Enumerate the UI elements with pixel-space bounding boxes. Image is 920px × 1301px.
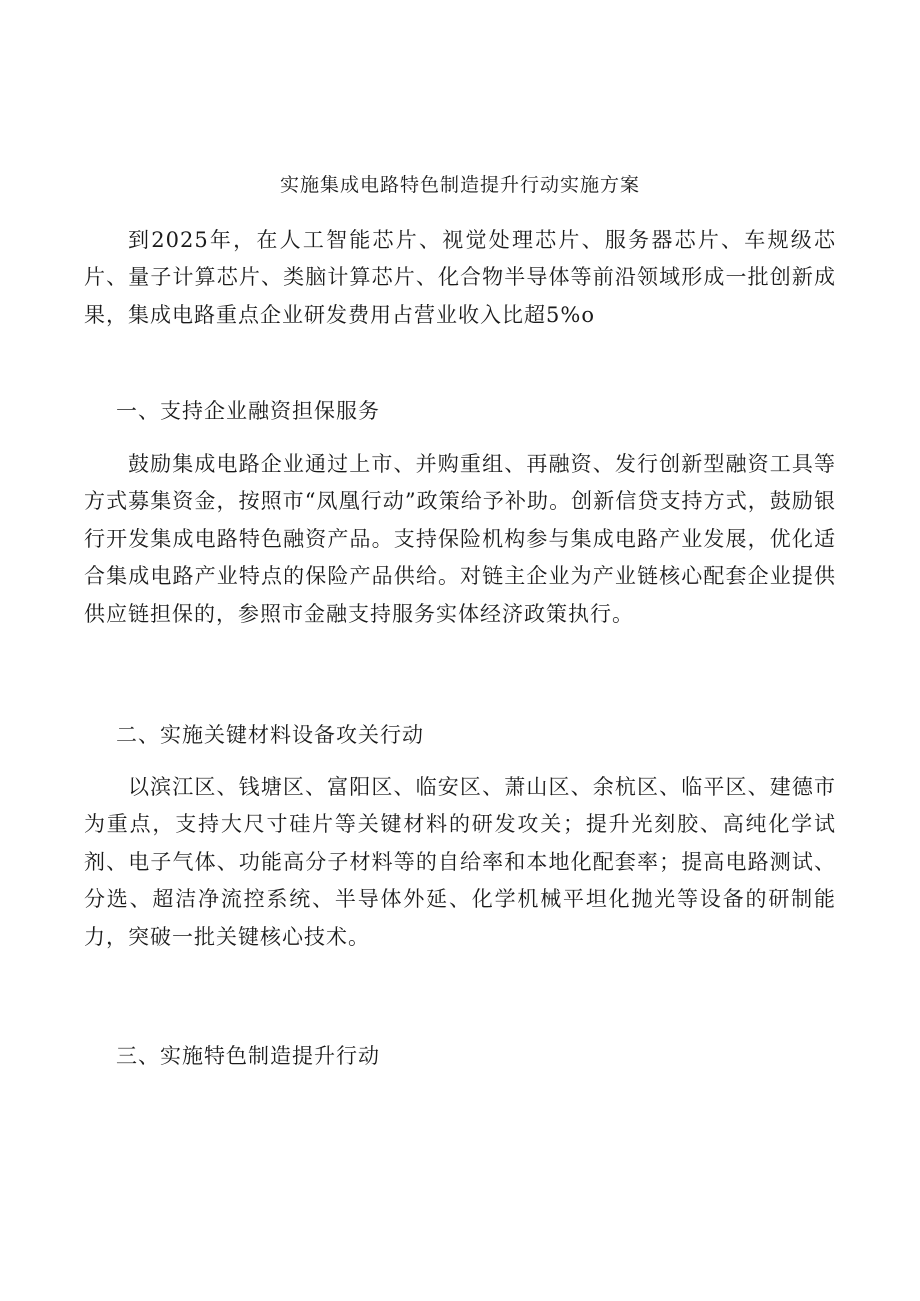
section-body-1: 鼓励集成电路企业通过上市、并购重组、再融资、发行创新型融资工具等方式募集资金，按照市“凤凰行动”政策给予补助。创新信贷支持方式，鼓励银行开发集成电路特色融资产品。支持保险机构参与集成电路产业发展，优化适合集成电路产业特点的保险产品供给。对链主企业为产业链核心配套企业提供供应链担保的，参照市金融支持服务实体经济政策执行。 (84, 452, 836, 626)
section-heading-3: 三、实施特色制造提升行动 (116, 1044, 380, 1068)
section-body-2: 以滨江区、钱塘区、富阳区、临安区、萧山区、余杭区、临平区、建德市为重点，支持大尺寸硅片等关键材料的研发攻关；提升光刻胶、高纯化学试剂、电子气体、功能高分子材料等的自给率和本地化配套率；提高电路测试、分选、超洁净流控系统、半导体外延、化学机械平坦化抛光等设备的研制能力，突破一批关键核心技术。 (84, 775, 836, 949)
intro-paragraph: 到2025年，在人工智能芯片、视觉处理芯片、服务器芯片、车规级芯片、量子计算芯片、类脑计算芯片、化合物半导体等前沿领域形成一批创新成果，集成电路重点企业研发费用占营业收入比超5%o (84, 228, 836, 327)
section-heading-2: 二、实施关键材料设备攻关行动 (116, 723, 424, 747)
section-heading-1: 一、支持企业融资担保服务 (116, 399, 380, 423)
document-title: 实施集成电路特色制造提升行动实施方案 (279, 174, 640, 196)
